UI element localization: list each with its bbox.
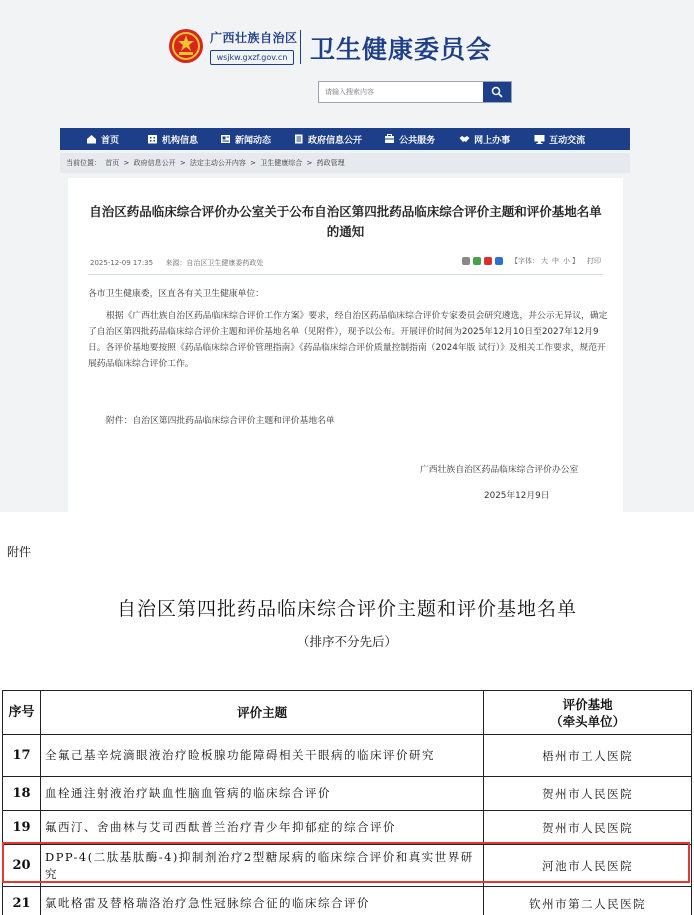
search-button[interactable] [483,82,511,102]
document-subtitle: （排序不分先后） [296,634,397,649]
search-icon [491,86,503,98]
document-icon [293,134,304,144]
row-base: 钦州市第二人民医院 [484,887,692,915]
document-title: 自治区第四批药品临床综合评价主题和评价基地名单 [116,598,577,620]
nav-label: 机构信息 [162,135,199,146]
nav-item-org-info[interactable] [139,128,206,150]
table-row [3,735,692,777]
news-icon [220,134,231,144]
article-body: 根据《广西壮族自治区药品临床综合评价工作方案》要求，经自治区药品临床综合评价专家委员会研究遴选，并公示无异议，确定了自治区第四批药品临床综合评价主题和评价基地名单（见附件），现予以公布。开展评价时间为2025年12月10日至2027年12月9日。各评价基地要按照《药品临床综合评价管理指南》《药品临床综合评价质量控制指南（2024年版 试行）》及相关工作要求，规范开展药品临床综合评价工作。 [88,311,608,369]
row-no: 21 [3,887,41,915]
search-box [318,81,512,103]
print-link[interactable]: 打印 [587,257,601,265]
article-title: 自治区药品临床综合评价办公室关于公布自治区第四批药品临床综合评价主题和评价基地名单的通知 [89,204,602,239]
nav-label: 互动交流 [549,135,586,146]
row-topic: 氟西汀、舍曲林与艾司西酞普兰治疗青少年抑郁症的综合评价 [40,811,483,845]
row-no: 18 [3,777,41,811]
nav-item-online-service[interactable] [451,128,518,150]
nav-item-home[interactable] [78,128,127,150]
share-icon[interactable] [462,257,470,265]
evaluation-table [2,690,692,915]
article-source: 来源：自治区卫生健康委药政处 [165,259,264,267]
breadcrumb-separator: > [250,159,257,167]
nav-item-news[interactable] [212,128,279,150]
row-base: 贺州市人民医院 [484,811,692,845]
home-icon [86,134,97,144]
row-topic: 全氟己基辛烷滴眼液治疗睑板腺功能障碍相关干眼病的临床评价研究 [40,735,483,777]
nav-item-public-service[interactable] [376,128,443,150]
row-topic: 氯吡格雷及替格瑞洛治疗急性冠脉综合征的临床综合评价 [40,887,483,915]
header-base [484,691,692,735]
handshake-icon [459,134,470,144]
national-emblem-icon [168,28,204,64]
table-row [3,811,692,845]
attachment-label: 附件 [7,545,32,559]
table-header-row [3,691,692,735]
breadcrumb-separator: > [123,159,130,167]
font-size-close: 】 [572,257,579,265]
row-no: 19 [3,811,41,845]
nav-label: 新闻动态 [235,135,272,146]
header-base-line1: 评价基地 [562,696,613,712]
nav-label: 首页 [101,135,120,146]
header-base-line2: （牵头单位） [550,713,626,729]
article-meta [90,258,273,268]
article-tools [462,256,601,266]
nav-label: 政府信息公开 [308,135,363,146]
header-topic: 评价主题 [40,691,483,735]
breadcrumb-link-health[interactable]: 卫生健康综合 [260,159,303,167]
header-no: 序号 [3,691,41,735]
row-base: 贺州市人民医院 [484,777,692,811]
breadcrumb-link-statutory[interactable]: 法定主动公开内容 [189,159,246,167]
font-size-small[interactable]: 小 [563,257,570,265]
row-topic: DPP-4(二肽基肽酶-4)抑制剂治疗2型糖尿病的临床综合评价和真实世界研究 [40,845,483,887]
breadcrumb-link-home[interactable]: 首页 [105,159,120,167]
breadcrumb-separator: > [306,159,313,167]
row-topic: 血栓通注射液治疗缺血性脑血管病的临床综合评价 [40,777,483,811]
article-greeting: 各市卫生健康委，区直各有关卫生健康单位： [88,289,264,299]
divider [88,274,603,275]
nav-item-gov-info[interactable] [285,128,370,150]
qq-icon[interactable] [495,257,503,265]
site-header [60,0,630,126]
monitor-icon [534,134,545,144]
row-base: 河池市人民医院 [484,845,692,887]
service-icon [384,134,395,144]
font-size-medium[interactable]: 中 [552,257,559,265]
article-attachment-link[interactable]: 附件：自治区第四批药品临床综合评价主题和评价基地名单 [106,416,335,426]
breadcrumb-link-drug-admin[interactable]: 药政管理 [316,159,345,167]
article-sign-date: 2025年12月9日 [484,491,550,501]
row-no: 20 [3,845,41,887]
font-size-label: 【字体： [511,257,539,265]
nav-label: 网上办事 [474,135,511,146]
wechat-icon[interactable] [473,257,481,265]
row-base: 梧州市工人医院 [484,735,692,777]
logo-divider [300,30,301,64]
font-size-large[interactable]: 大 [541,257,548,265]
breadcrumb-link-gov-info[interactable]: 政府信息公开 [133,159,176,167]
table-row-highlighted [3,845,692,887]
search-input[interactable] [319,82,483,102]
breadcrumb [60,153,630,173]
row-no: 17 [3,735,41,777]
building-icon [147,134,158,144]
article-date: 2025-12-09 17:35 [90,259,154,267]
breadcrumb-prefix: 当前位置： [66,159,101,167]
org-name: 广西壮族自治区 [210,31,298,45]
weibo-icon[interactable] [484,257,492,265]
site-title: 卫生健康委员会 [310,35,493,64]
nav-item-interaction[interactable] [526,128,593,150]
table-row [3,887,692,915]
site-domain: wsjkw.gxzf.gov.cn [210,50,294,65]
article-signature: 广西壮族自治区药品临床综合评价办公室 [420,465,579,475]
article-panel [68,178,623,512]
nav-label: 公共服务 [399,135,436,146]
table-row [3,777,692,811]
main-nav [60,128,630,150]
breadcrumb-separator: > [179,159,186,167]
